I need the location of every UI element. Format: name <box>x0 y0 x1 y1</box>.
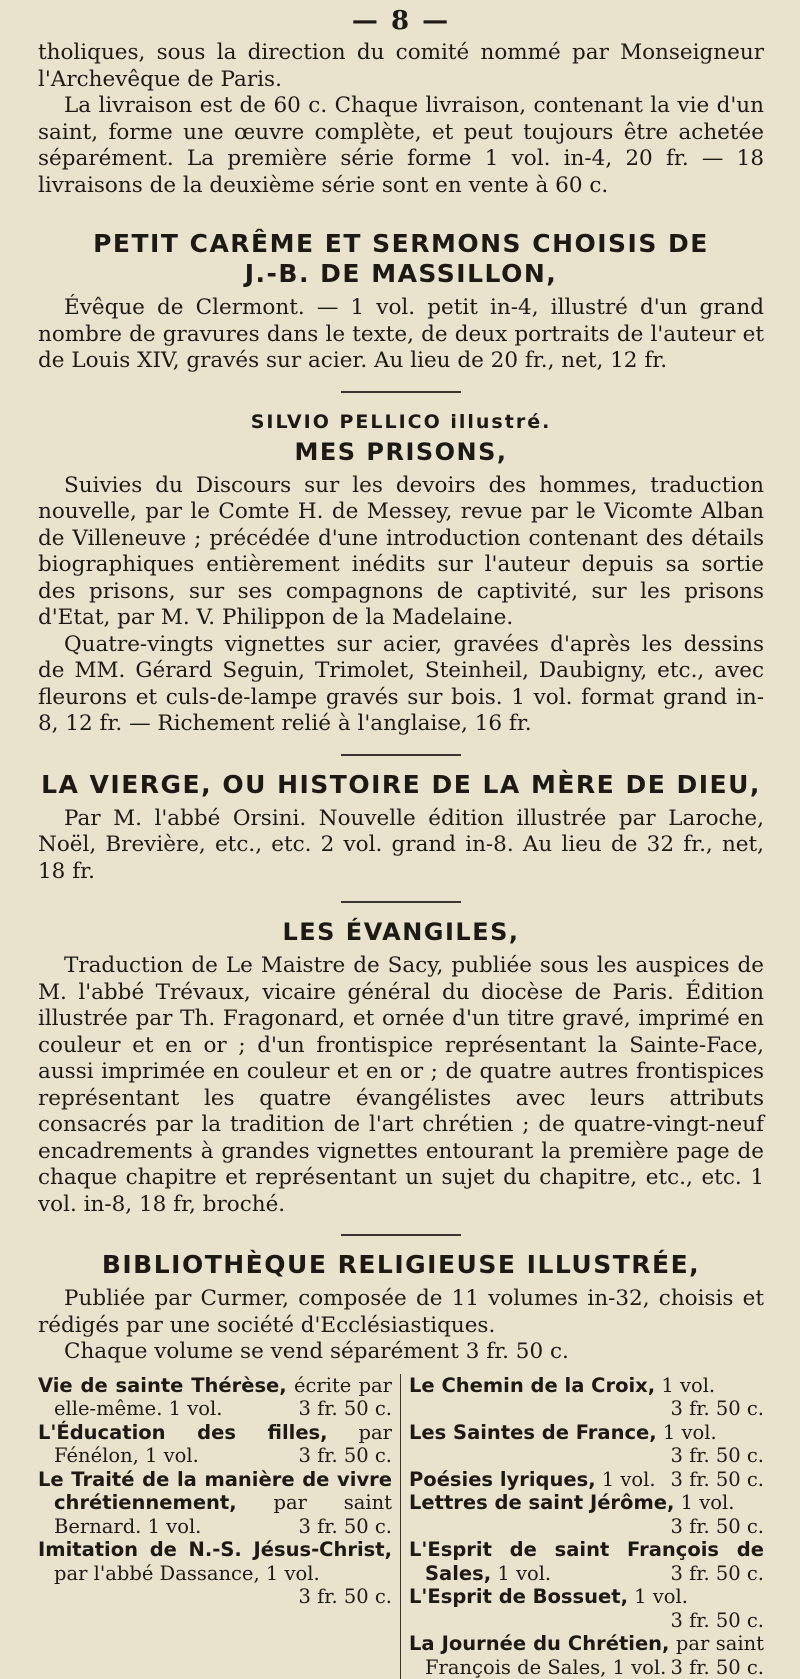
list-item: La Journée du Chrétien, par saint François de Sales, 1 vol. 3 fr. 50 c. <box>409 1632 764 1679</box>
divider-rule <box>341 754 461 756</box>
volume-list-right <box>401 1374 764 1679</box>
intro-paragraph-1: tholiques, sous la direction du comité nommé par Monseigneur l'Archevêque de Paris. <box>38 40 764 93</box>
list-item: L'Esprit de saint François de Sales, 1 vol. 3 fr. 50 c. <box>409 1538 764 1585</box>
list-item: L'Éducation des filles, par Fénélon, 1 vol. 3 fr. 50 c. <box>38 1421 392 1468</box>
massillon-title-line1: PETIT CARÊME ET SERMONS CHOISIS DE <box>38 229 764 259</box>
pellico-paragraph-2: Quatre-vingts vignettes sur acier, gravées d'après les dessins de MM. Gérard Seguin, Trimolet, Steinheil, Daubigny, etc., avec fleurons et culs-de-lampe gravés sur bois. 1 vol. format grand in-8, 12 fr. — Richement relié à l'anglaise, 16 fr. <box>38 632 764 738</box>
divider-rule <box>341 391 461 393</box>
massillon-text: Évêque de Clermont. — 1 vol. petit in-4, illustré d'un grand nombre de gravures dans le texte, de deux portraits de l'auteur et de Louis XIV, gravés sur acier. Au lieu de 20 fr., net, 12 fr. <box>38 295 764 375</box>
vierge-title: LA VIERGE, OU HISTOIRE DE LA MÈRE DE DIEU, <box>38 770 764 800</box>
list-item: Les Saintes de France, 1 vol. 3 fr. 50 c. <box>409 1421 764 1468</box>
vierge-text: Par M. l'abbé Orsini. Nouvelle édition illustrée par Laroche, Noël, Brevière, etc., etc. 2 vol. grand in-8. Au lieu de 32 fr., net, 18 fr. <box>38 806 764 886</box>
pellico-pre-title: SILVIO PELLICO illustré. <box>38 407 764 437</box>
evangiles-title: LES ÉVANGILES, <box>38 917 764 947</box>
evangiles-text: Traduction de Le Maistre de Sacy, publiée sous les auspices de M. l'abbé Trévaux, vicaire général du diocèse de Paris. Édition illustrée par Th. Fragonard, et ornée d'un titre gravé, imprimé en couleur et en or ; d'un frontispice représentant la Sainte-Face, aussi imprimée en couleur et en or ; de quatre autres frontispices représentant les quatre évangélistes avec leurs attributs consacrés par la tradition de l'art chrétien ; de quatre-vingt-neuf encadrements à grandes vignettes entourant la première page de chaque chapitre et représentant un sujet du chapitre, etc., etc. 1 vol. in-8, 18 fr, broché. <box>38 953 764 1218</box>
list-item: Vie de sainte Thérèse, écrite par elle-même. 1 vol. 3 fr. 50 c. <box>38 1374 392 1421</box>
intro-paragraph-2: La livraison est de 60 c. Chaque livraison, contenant la vie d'un saint, forme une œuvre complète, et peut toujours être achetée séparément. La première série forme 1 vol. in-4, 20 fr. — 18 livraisons de la deuxième série sont en vente à 60 c. <box>38 93 764 199</box>
divider-rule <box>341 901 461 903</box>
volume-list <box>38 1374 764 1679</box>
list-item: Le Traité de la manière de vivre chrétiennement, par saint Bernard. 1 vol. 3 fr. 50 c. <box>38 1468 392 1539</box>
divider-rule <box>341 1234 461 1236</box>
massillon-title-line2: J.-B. DE MASSILLON, <box>38 259 764 289</box>
pellico-paragraph-1: Suivies du Discours sur les devoirs des hommes, traduction nouvelle, par le Comte H. de Messey, revue par le Vicomte Alban de Villeneuve ; précédée d'une introduction contenant des détails biographiques entièrement inédits sur l'auteur depuis sa sortie des prisons, sur ses compagnons de captivité, sur les prisons d'Etat, par M. V. Philippon de la Madelaine. <box>38 473 764 632</box>
volume-list-left <box>38 1374 401 1679</box>
list-item: Le Chemin de la Croix, 1 vol. 3 fr. 50 c. <box>409 1374 764 1421</box>
list-item: L'Esprit de Bossuet, 1 vol. 3 fr. 50 c. <box>409 1585 764 1632</box>
bibliotheque-paragraph-2: Chaque volume se vend séparément 3 fr. 50 c. <box>38 1339 764 1366</box>
pellico-title: MES PRISONS, <box>38 437 764 467</box>
page-number: — 8 — <box>38 0 764 40</box>
list-item: Lettres de saint Jérôme, 1 vol. 3 fr. 50 c. <box>409 1491 764 1538</box>
list-item: Poésies lyriques, 1 vol. 3 fr. 50 c. <box>409 1468 764 1492</box>
bibliotheque-paragraph-1: Publiée par Curmer, composée de 11 volumes in-32, choisis et rédigés par une société d'Ecclésiastiques. <box>38 1286 764 1339</box>
bibliotheque-title: BIBLIOTHÈQUE RELIGIEUSE ILLUSTRÉE, <box>38 1250 764 1280</box>
list-item: Imitation de N.-S. Jésus-Christ, par l'abbé Dassance, 1 vol. 3 fr. 50 c. <box>38 1538 392 1609</box>
